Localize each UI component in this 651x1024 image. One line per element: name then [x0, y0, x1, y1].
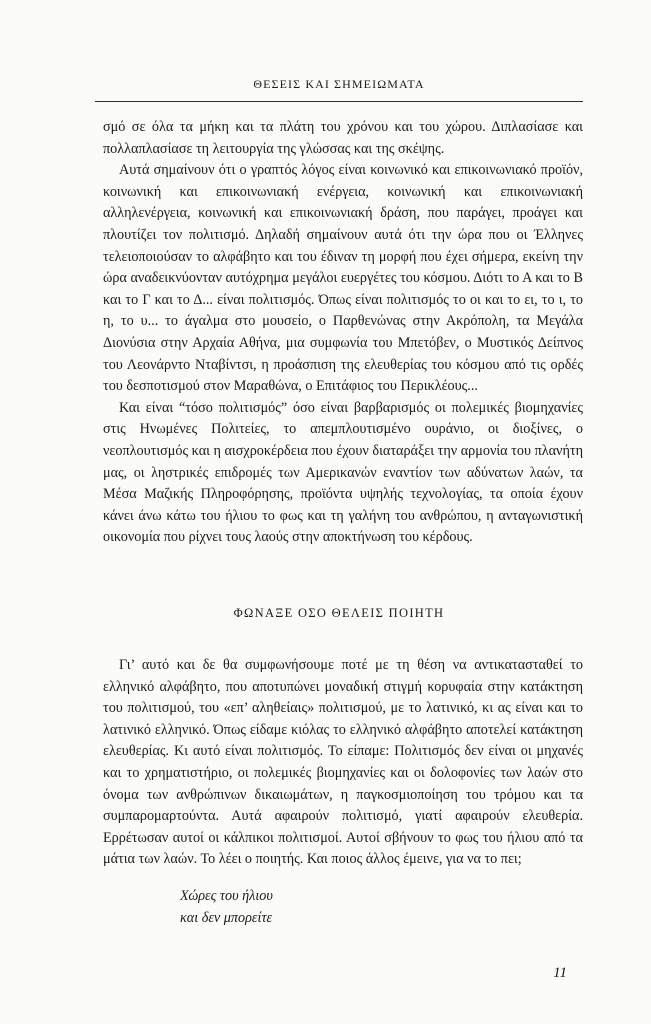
- section-body-text: [103, 655, 583, 871]
- running-head: ΘΕΣΕΙΣ ΚΑΙ ΣΗΜΕΙΩΜΑΤΑ: [253, 77, 425, 91]
- page-number: 11: [553, 965, 567, 981]
- paragraph: Και είναι “τόσο πολιτισμός” όσο είναι βαρβαρισμός οι πολεμικές βιομηχανίες στις Ηνωμένες Πολιτείες, το απεμπλουτισμένο ουράνιο, οι διοξίνες, ο νεοπλουτισμός και η αισχροκέρδεια που έχουν διαταράξει την αρμονία του πλανήτη μας, οι ληστρικές επιδρομές των Αμερικανών εναντίον των αδύνατων λαών, τα Μέσα Μαζικής Πληροφόρησης, προϊόντα υψηλής τεχνολογίας, τα οποία έχουν κάνει άνω κάτω του ήλιου το φως και τη γαλήνη του ανθρώπου, η ανταγωνιστική οικονομία που ρίχνει τους λαούς στην αποκτήνωση του κέρδους.: [103, 399, 583, 546]
- section-title: ΦΩΝΑΞΕ ΟΣΟ ΘΕΛΕΙΣ ΠΟΙΗΤΗ: [233, 606, 445, 620]
- header-rule: [95, 101, 583, 102]
- body-text: [103, 117, 583, 549]
- paragraph: Γι’ αυτό και δε θα συμφωνήσουμε ποτέ με τη θέση να αντικατασταθεί το ελληνικό αλφάβητο, που αποτυπώνει μοναδική στιγμή κορυφαία στην κατάκτηση του πολιτισμού, του «επ’ αληθείαις» πολιτισμού, με το λατινικό, κι ας είναι και το λατινικό ελληνικό. Όπως είδαμε κιόλας το ελληνικό αλφάβητο αποτελεί κατάκτηση ελευθερίας. Κι αυτό είναι πολιτισμός. Το είπαμε: Πολιτισμός δεν είναι οι μηχανές και το χρηματιστήριο, οι πολεμικές βιομηχανίες και οι δολοφονίες των λαών στο όνομα των ανθρώπινων δικαιωμάτων, η παγκοσμιοποίηση του τρόμου και τα συμπαρομαρτούντα. Αυτά αφαιρούν πολιτισμό, γιατί αφαιρούν ελευθερία. Ερρέτωσαν αυτοί οι κάλπικοι πολιτισμοί. Αυτοί σβήνουν το φως του ήλιου από τα μάτια των λαών. Το λέει ο ποιητής. Και ποιος άλλος έμεινε, για να το πει;: [103, 657, 583, 868]
- paragraph: Αυτά σημαίνουν ότι ο γραπτός λόγος είναι κοινωνικό και επικοινωνιακό προϊόν, κοινωνική και επικοινωνιακή ενέργεια, κοινωνική και επικοινωνιακή αλληλενέργεια, κοινωνική και επικοινωνιακή δράση, που παράγει, προάγει και πλουτίζει τον πολιτισμό. Δηλαδή σημαίνουν αυτά ότι την ώρα που οι Έλληνες τελειοποιούσαν το αλφάβητο και του έδιναν τη μορφή που έχει σήμερα, εκείνη την ώρα αναδεικνύονταν αυτόχρημα μεγάλοι ευεργέτες του κόσμου. Διότι το Α και το Β και το Γ και το Δ... είναι πολιτισμός. Όπως είναι πολιτισμός το οι και το ει, το ι, το η, το υ... το άγαλμα στο μουσείο, ο Παρθενώνας στην Ακρόπολη, τα Μεγάλα Διονύσια στην Αρχαία Αθήνα, μια συμφωνία του Μπετόβεν, ο Μυστικός Δείπνος του Λεονάρντο Νταβίντσι, η προάσπιση της ελευθερίας του κόσμου από τις ορδές του δεσποτισμού στον Μαραθώνα, ο Επιτάφιος του Περικλέους...: [103, 162, 583, 395]
- verse-line: Χώρες του ήλιου: [180, 888, 273, 904]
- paragraph-continued: σμό σε όλα τα μήκη και τα πλάτη του χρόνου και του χώρου. Διπλασίασε και πολλαπλασίασε τη λειτουργία της γλώσσας και της σκέψης.: [103, 119, 583, 157]
- verse-quote: [180, 886, 273, 929]
- verse-line: και δεν μπορείτε: [180, 909, 273, 926]
